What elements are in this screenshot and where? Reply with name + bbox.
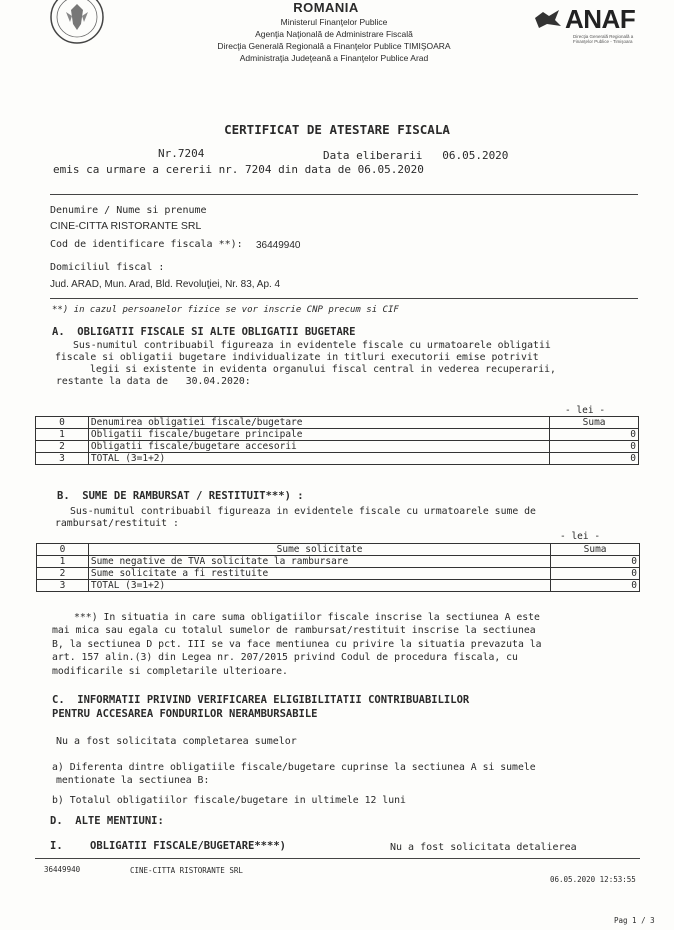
section-a-currency: - lei - bbox=[565, 405, 606, 416]
section-b-heading: B. SUME DE RAMBURSAT / RESTITUIT***) : bbox=[57, 490, 304, 502]
footer-taxpayer-name: CINE-CITTA RISTORANTE SRL bbox=[130, 866, 243, 875]
table-cell: Sume solicitate a fi restituite bbox=[88, 568, 550, 580]
footer-cif: 36449940 bbox=[44, 865, 81, 874]
section-c-status: Nu a fost solicitata completarea sumelor bbox=[56, 736, 297, 747]
table-header-row bbox=[37, 544, 640, 556]
section-b-note-line: ***) In situatia in care suma obligatiilor fiscale inscrise la sectiunea A este bbox=[74, 612, 540, 623]
certificate-request-line: emis ca urmare a cererii nr. 7204 din data de 06.05.2020 bbox=[53, 163, 424, 176]
header-ministry: Ministerul Finanţelor Publice bbox=[280, 17, 388, 27]
table-cell: 0 bbox=[550, 429, 639, 441]
table-row bbox=[37, 556, 640, 568]
section-a-table bbox=[35, 416, 639, 465]
section-b-currency: - lei - bbox=[560, 531, 601, 542]
table-row bbox=[37, 568, 640, 580]
section-d-item-label: OBLIGATII FISCALE/BUGETARE****) bbox=[90, 840, 286, 852]
page-number: Pag 1 / 3 bbox=[614, 916, 655, 925]
section-b-intro-line: rambursat/restituit : bbox=[55, 518, 179, 529]
header-country: ROMANIA bbox=[293, 0, 359, 15]
table-cell: 2 bbox=[37, 568, 89, 580]
section-a-intro-line: restante la data de 30.04.2020: bbox=[56, 376, 251, 387]
header-county-administration: Administraţia Judeţeană a Finanţelor Publice Arad bbox=[239, 53, 429, 63]
section-a-intro-line: legii si existente in evidenta organului fiscal central in vederea recuperarii, bbox=[90, 364, 556, 375]
table-cell: 0 bbox=[550, 453, 639, 465]
certificate-title: CERTIFICAT DE ATESTARE FISCALA bbox=[224, 122, 450, 137]
table-cell: 0 bbox=[36, 417, 89, 429]
section-b-note-line: modificarile si completarile ulterioare. bbox=[52, 666, 288, 677]
certificate-issue-date: Data eliberarii 06.05.2020 bbox=[323, 149, 509, 162]
taxpayer-cif: 36449940 bbox=[256, 240, 301, 251]
table-cell: Suma bbox=[550, 417, 639, 429]
table-cell: TOTAL (3=1+2) bbox=[88, 580, 550, 592]
table-cell: Obligatii fiscale/bugetare principale bbox=[88, 429, 549, 441]
anaf-emblem-icon bbox=[533, 8, 563, 30]
table-cell: Suma bbox=[551, 544, 640, 556]
taxpayer-name: CINE-CITTA RISTORANTE SRL bbox=[50, 220, 202, 232]
section-b-note-line: art. 157 alin.(3) din Legea nr. 207/2015 privind Codul de procedura fiscala, cu bbox=[52, 652, 518, 663]
divider bbox=[50, 194, 638, 195]
table-row bbox=[36, 441, 639, 453]
table-cell: 3 bbox=[37, 580, 89, 592]
section-b-note-line: B, la sectiunea D pct. III se va face mentiunea cu privire la situatia prevazuta la bbox=[52, 639, 542, 650]
section-b-note-line: mai mica sau egala cu totalul sumelor de rambursat/restituit inscrise la sectiunea bbox=[52, 625, 536, 636]
table-cell: 0 bbox=[550, 441, 639, 453]
section-c-item-a: a) Diferenta dintre obligatiile fiscale/bugetare cuprinse la sectiunea A si sumele bbox=[52, 762, 536, 773]
table-cell: 0 bbox=[37, 544, 89, 556]
anaf-logo-subtext: Direcţia Generală Regională a Finanţelor Publice - Timişoara bbox=[573, 34, 634, 44]
section-a-heading: A. OBLIGATII FISCALE SI ALTE OBLIGATII BUGETARE bbox=[52, 326, 356, 338]
table-row bbox=[36, 429, 639, 441]
table-cell: Obligatii fiscale/bugetare accesorii bbox=[88, 441, 549, 453]
section-b-intro-line: Sus-numitul contribuabil figureaza in evidentele fiscale cu urmatoarele sume de bbox=[70, 506, 536, 517]
header-agency: Agenţia Naţională de Administrare Fiscală bbox=[255, 29, 413, 39]
section-a-intro-line: Sus-numitul contribuabil figureaza in evidentele fiscale cu urmatoarele obligatii bbox=[73, 340, 551, 351]
section-d-item-status: Nu a fost solicitata detalierea bbox=[390, 842, 577, 853]
table-cell: 2 bbox=[36, 441, 89, 453]
table-cell: 0 bbox=[551, 556, 640, 568]
table-cell: 3 bbox=[36, 453, 89, 465]
section-c-item-a-cont: mentionate la sectiunea B: bbox=[56, 775, 210, 786]
section-c-heading-cont: PENTRU ACCESAREA FONDURILOR NERAMBURSABILE bbox=[52, 708, 318, 720]
taxpayer-footnote: **) in cazul persoanelor fizice se vor inscrie CNP precum si CIF bbox=[52, 305, 399, 315]
table-cell: 0 bbox=[551, 568, 640, 580]
section-c-item-b: b) Totalul obligatiilor fiscale/bugetare in ultimele 12 luni bbox=[52, 795, 406, 806]
taxpayer-address: Jud. ARAD, Mun. Arad, Bld. Revoluţiei, Nr. 83, Ap. 4 bbox=[50, 279, 281, 290]
section-b-table bbox=[36, 543, 640, 592]
table-cell: Sume solicitate bbox=[88, 544, 550, 556]
table-cell: 0 bbox=[551, 580, 640, 592]
taxpayer-cif-label: Cod de identificare fiscala **): bbox=[50, 239, 243, 250]
taxpayer-address-label: Domiciliul fiscal : bbox=[50, 262, 165, 273]
table-cell: TOTAL (3=1+2) bbox=[88, 453, 549, 465]
anaf-logo-text: ANAF bbox=[565, 4, 636, 34]
divider bbox=[50, 298, 638, 299]
header-regional-directorate: Direcţia Generală Regională a Finanţelor Publice TIMIŞOARA bbox=[217, 41, 451, 51]
taxpayer-name-label: Denumire / Nume si prenume bbox=[50, 205, 207, 216]
table-row bbox=[36, 453, 639, 465]
table-cell: 1 bbox=[36, 429, 89, 441]
divider bbox=[35, 858, 640, 859]
table-cell: Denumirea obligatiei fiscale/bugetare bbox=[88, 417, 549, 429]
table-cell: Sume negative de TVA solicitate la rambursare bbox=[88, 556, 550, 568]
section-a-intro-line: fiscale si obligatii bugetare individualizate in titluri executorii emise potrivit bbox=[55, 352, 539, 363]
anaf-logo bbox=[533, 4, 658, 44]
table-header-row bbox=[36, 417, 639, 429]
footer-timestamp: 06.05.2020 12:53:55 bbox=[550, 875, 636, 884]
table-cell: 1 bbox=[37, 556, 89, 568]
table-row bbox=[37, 580, 640, 592]
section-d-heading: D. ALTE MENTIUNI: bbox=[50, 815, 164, 827]
section-c-heading: C. INFORMATII PRIVIND VERIFICAREA ELIGIBILITATII CONTRIBUABILILOR bbox=[52, 694, 470, 706]
section-d-item-number: I. bbox=[50, 840, 63, 852]
certificate-number: Nr.7204 bbox=[158, 147, 205, 160]
